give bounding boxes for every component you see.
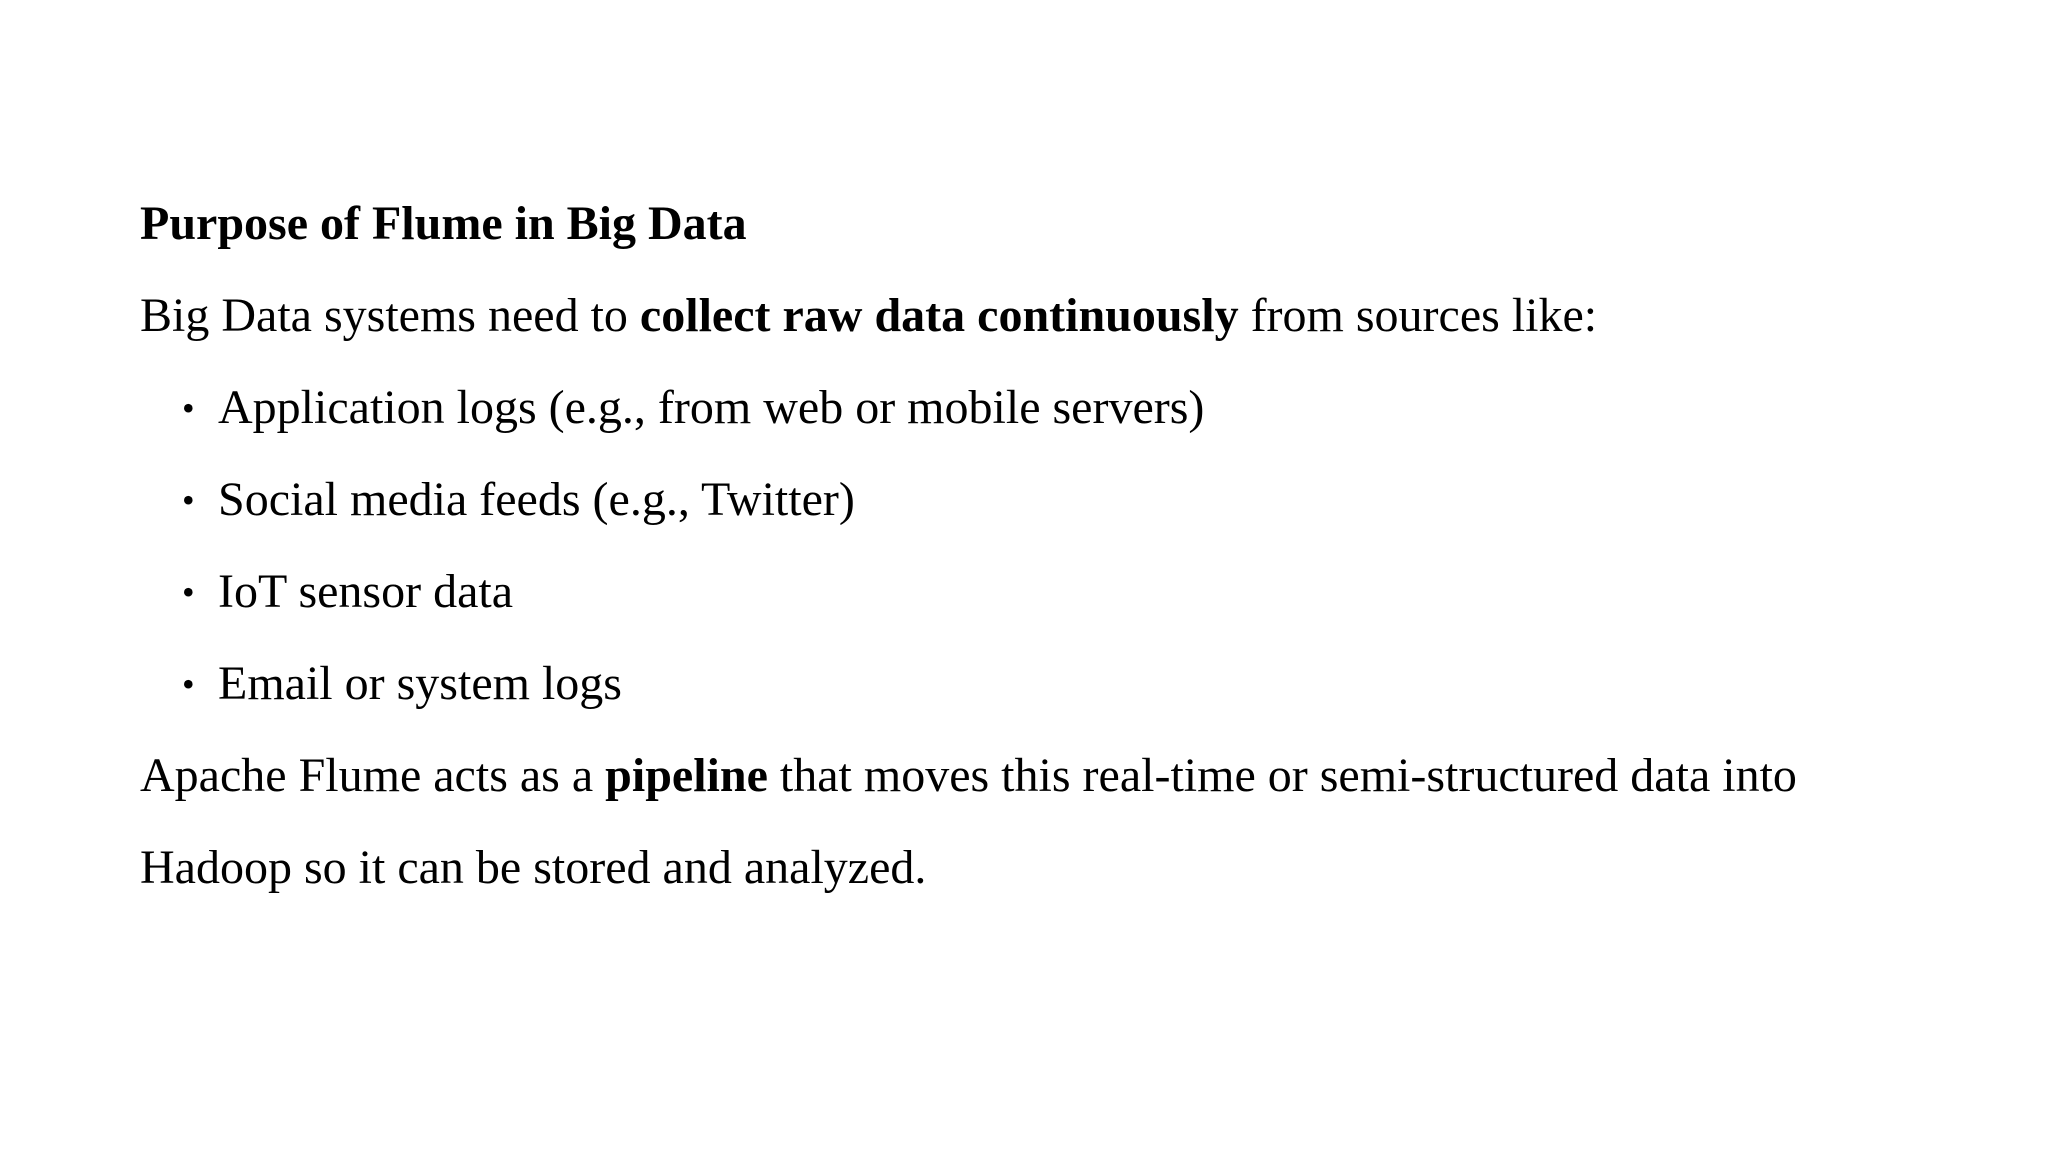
intro-text-start: Big Data systems need to	[140, 289, 640, 342]
source-list	[140, 362, 2000, 730]
bullet-icon: •	[182, 388, 195, 428]
list-item-text: Social media feeds (e.g., Twitter)	[218, 473, 855, 526]
list-item	[140, 546, 2000, 638]
list-item-text: IoT sensor data	[218, 565, 514, 618]
intro-paragraph	[140, 270, 2000, 362]
bullet-icon: •	[182, 664, 195, 704]
conclusion-line-1	[140, 730, 2000, 822]
list-item-text: Application logs (e.g., from web or mobile servers)	[218, 381, 1205, 434]
conclusion-emphasis: pipeline	[605, 749, 768, 802]
list-item	[140, 638, 2000, 730]
page-title: Purpose of Flume in Big Data	[140, 197, 747, 250]
list-item	[140, 362, 2000, 454]
intro-emphasis: collect raw data continuously	[639, 289, 1239, 342]
conclusion-text-start: Apache Flume acts as a	[140, 749, 606, 802]
list-item-text: Email or system logs	[218, 657, 622, 710]
bullet-icon: •	[182, 572, 195, 612]
intro-text-end: from sources like:	[1238, 289, 1598, 342]
conclusion-line-2: Hadoop so it can be stored and analyzed.	[140, 841, 927, 894]
slide-content	[140, 178, 2000, 914]
list-item	[140, 454, 2000, 546]
conclusion-text-end: that moves this real-time or semi-structured data into	[767, 749, 1797, 802]
bullet-icon: •	[182, 480, 195, 520]
